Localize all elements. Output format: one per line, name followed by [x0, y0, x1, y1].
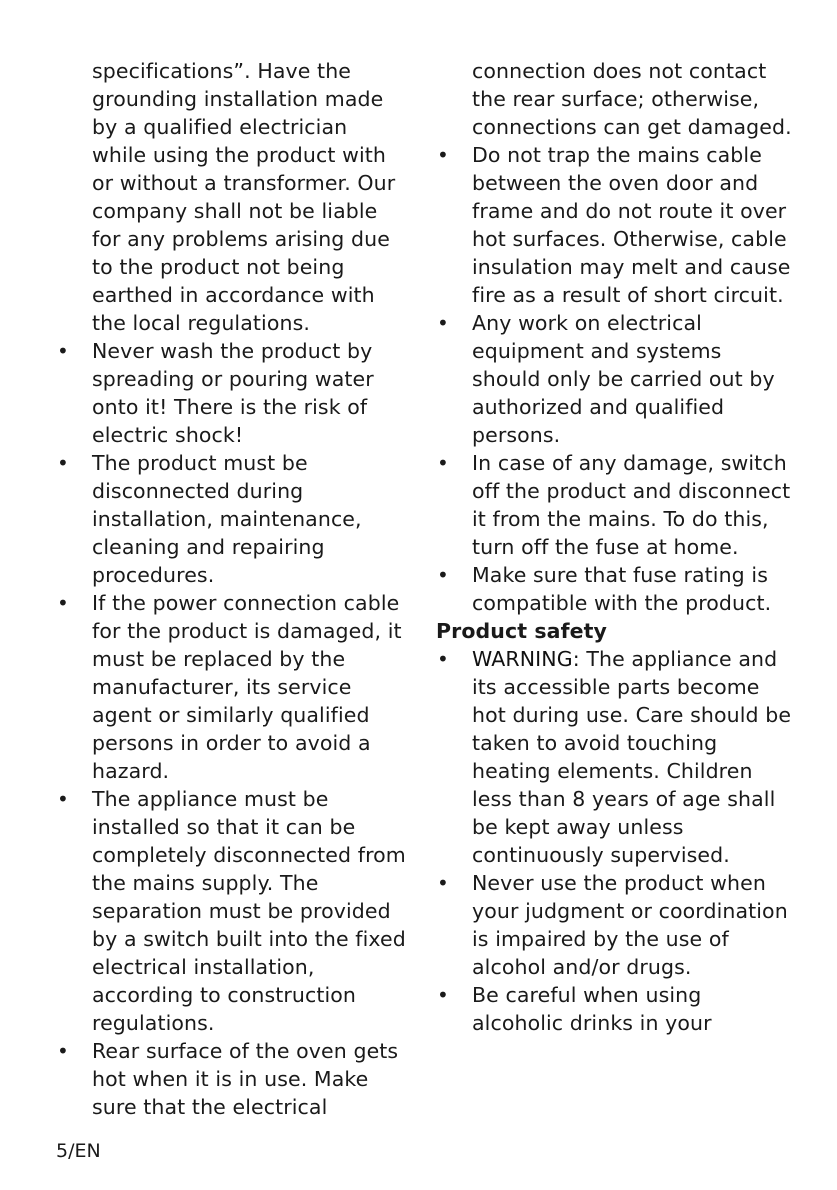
list-item-text: Never use the product when your judgment or coordination is impaired by the use of alcohol and/or drugs.: [472, 871, 788, 979]
continuation-paragraph: connection does not contact the rear surface; otherwise, connections can get damaged.: [472, 59, 792, 139]
left-column: [56, 57, 408, 1121]
bullet-icon: [436, 449, 472, 477]
list-item: [436, 141, 792, 309]
bullet-icon: [436, 561, 472, 589]
bullet-icon: [56, 449, 92, 477]
list-item: [436, 869, 792, 981]
bullet-icon: [436, 869, 472, 897]
right-column: [436, 57, 792, 1037]
section-heading: Product safety: [436, 619, 607, 643]
list-item: [56, 785, 408, 1037]
list-item: [56, 1037, 408, 1121]
list-item-text: Be careful when using alcoholic drinks in your: [472, 983, 712, 1035]
intro-paragraph: specifications”. Have the grounding installation made by a qualified electrician while using the product with or without a transformer. Our company shall not be liable for any problems arising due to the product not being earthed in accordance with the local regulations.: [92, 59, 396, 335]
list-item: [436, 309, 792, 449]
bullet-icon: [56, 337, 92, 365]
bullet-icon: [56, 785, 92, 813]
bullet-icon: [436, 981, 472, 1009]
bullet-icon: [56, 1037, 92, 1065]
list-item-text: The appliance and its accessible parts become hot during use. Care should be taken to avoid touching heating elements. Children less than 8 years of age shall be kept away unless continuously supervised.: [472, 647, 792, 867]
list-item: [56, 337, 408, 449]
list-item-text: Rear surface of the oven gets hot when it is in use. Make sure that the electrical: [92, 1039, 399, 1119]
list-item-text: Never wash the product by spreading or pouring water onto it! There is the risk of electric shock!: [92, 339, 374, 447]
list-item-text: In case of any damage, switch off the product and disconnect it from the mains. To do this, turn off the fuse at home.: [472, 451, 791, 559]
list-item: [56, 449, 408, 589]
bullet-icon: [436, 141, 472, 169]
list-item-text: Make sure that fuse rating is compatible with the product.: [472, 563, 772, 615]
list-item-text: The appliance must be installed so that it can be completely disconnected from the mains supply. The separation must be provided by a switch built into the fixed electrical installation, according to construction regulations.: [92, 787, 406, 1035]
warning-label: WARNING:: [472, 647, 580, 671]
list-item-text: Do not trap the mains cable between the oven door and frame and do not route it over hot surfaces. Otherwise, cable insulation may melt and cause fire as a result of short circuit.: [472, 143, 791, 307]
bullet-icon: [436, 645, 472, 673]
bullet-icon: [436, 309, 472, 337]
page-number: 5/EN: [56, 1140, 101, 1162]
list-item: [436, 561, 792, 617]
list-item-text: Any work on electrical equipment and systems should only be carried out by authorized and qualified persons.: [472, 311, 775, 447]
list-item: [436, 449, 792, 561]
list-item-text: If the power connection cable for the product is damaged, it must be replaced by the manufacturer, its service agent or similarly qualified persons in order to avoid a hazard.: [92, 591, 402, 783]
list-item: [436, 981, 792, 1037]
list-item: [56, 589, 408, 785]
list-item: [436, 645, 792, 869]
bullet-icon: [56, 589, 92, 617]
list-item-text: The product must be disconnected during installation, maintenance, cleaning and repairing procedures.: [92, 451, 362, 587]
